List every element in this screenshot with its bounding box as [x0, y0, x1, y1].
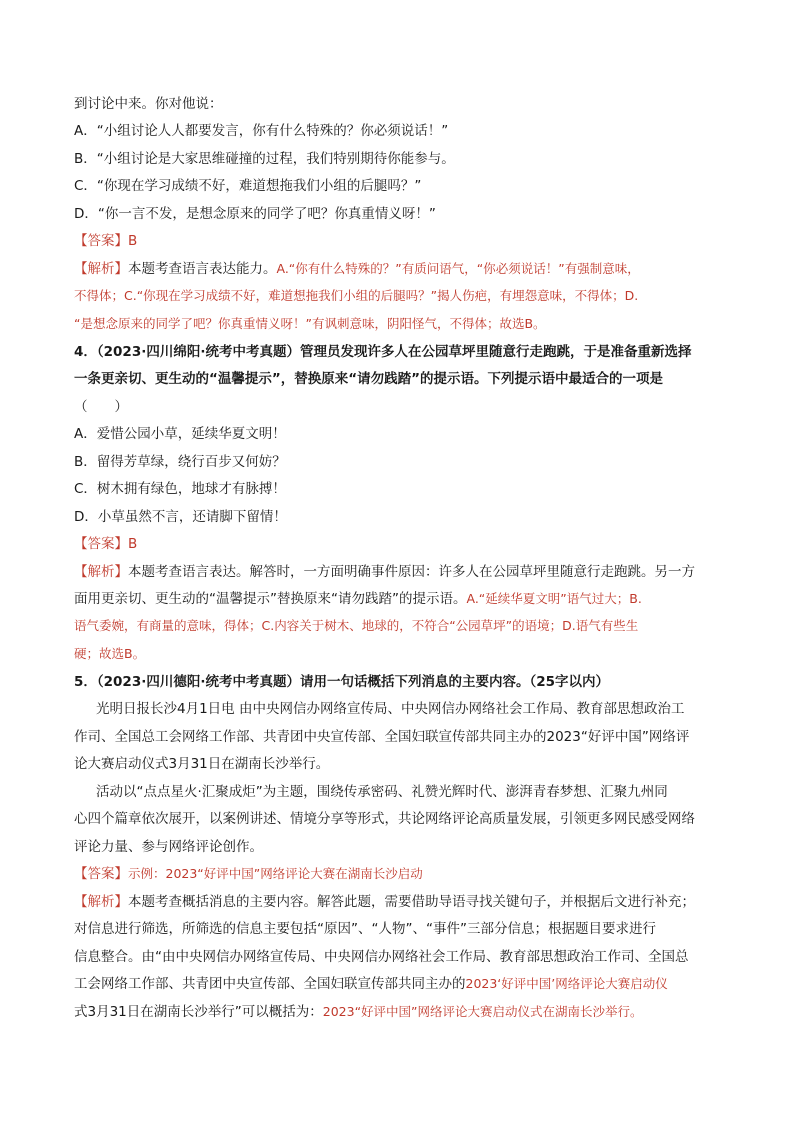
answer-value: B [128, 233, 138, 249]
explanation-line [74, 589, 642, 609]
explanation-text: 工会网络工作部、共青团中央宣传部、全国妇联宣传部共同主办的 [74, 976, 466, 992]
option-a: A．爱惜公园小草，延续华夏文明！ [74, 426, 286, 442]
answer-value: 示例：2023“好评中国”网络评论大赛在湖南长沙启动 [128, 866, 423, 881]
option-d: D．“你一言不发，是想念原来的同学了吧？你真重情义呀！” [74, 206, 436, 222]
explanation-tag: 【解析】 [74, 564, 128, 580]
answer-tag: 【答案】 [74, 536, 128, 552]
option-c: C．树木拥有绿色，地球才有脉搏！ [74, 481, 286, 497]
explanation-line [74, 562, 695, 582]
option-b: B．留得芳草绿，绕行百步又何妨？ [74, 454, 286, 470]
answer-value: B [128, 536, 138, 552]
explanation-text-red: 2023“好评中国”网络评论大赛启动仪式在湖南长沙举行。 [322, 1004, 643, 1019]
news-paragraph: 作司、全国总工会网络工作部、共青团中央宣传部、全国妇联宣传部共同主办的2023“好评中国”网络评 [74, 729, 690, 745]
news-paragraph: 心四个篇章依次展开，以案例讲述、情境分享等形式，共论网络评论高质量发展，引领更多网民感受网络 [74, 811, 695, 827]
explanation-tag: 【解析】 [74, 261, 128, 277]
explanation-tag: 【解析】 [74, 894, 128, 910]
explanation-text-red: 硬；故选B。 [74, 646, 146, 661]
answer-tag: 【答案】 [74, 233, 128, 249]
news-paragraph: 论大赛启动仪式3月31日在湖南长沙举行。 [74, 756, 330, 772]
news-paragraph: 活动以“点点星火·汇聚成炬”为主题，围绕传承密码、礼赞光辉时代、澎湃青春梦想、汇聚九州同 [96, 784, 668, 800]
option-a: A．“小组讨论人人都要发言，你有什么特殊的？你必须说话！” [74, 123, 449, 139]
explanation-text-red: “是想念原来的同学了吧？你真重情义呀！”有讽刺意味，阴阳怪气，不得体；故选B。 [74, 316, 546, 331]
explanation-line [74, 286, 638, 306]
answer-tag: 【答案】 [74, 866, 128, 882]
explanation-text-red: A.“延续华夏文明”语气过大；B. [466, 591, 642, 606]
explanation-line [74, 974, 668, 994]
explanation-line [74, 616, 638, 636]
explanation-text: 面用更亲切、更生动的“温馨提示”替换原来“请勿践踏”的提示语。 [74, 591, 467, 607]
explanation-line: 对信息进行筛选，所筛选的信息主要包括“原因”、“人物”、“事件”三部分信息；根据题目要求进行 [74, 921, 656, 937]
explanation-line [74, 1002, 643, 1022]
question-4-title: 4．（2023·四川绵阳·统考中考真题）管理员发现许多人在公园草坪里随意行走跑跳，于是准备重新选择 [74, 344, 692, 360]
explanation-text-red: 语气委婉，有商量的意味，得体；C.内容关于树木、地球的，不符合“公园草坪”的语境；D.语气有些生 [74, 618, 639, 633]
explanation-line [74, 644, 145, 664]
question-stem-continued: 到讨论中来。你对他说： [74, 96, 223, 112]
answer-line [74, 864, 423, 884]
explanation-text-red: A.“你有什么特殊的？”有质问语气，“你必须说话！”有强制意味， [276, 261, 640, 276]
question-4-title: 一条更亲切、更生动的“温馨提示”，替换原来“请勿践踏”的提示语。下列提示语中最适合的一项是 [74, 371, 663, 387]
explanation-line [74, 259, 640, 279]
explanation-line: 信息整合。由“由中央网信办网络宣传局、中央网信办网络社会工作局、教育部思想政治工作司、全国总 [74, 949, 689, 965]
explanation-text: 本题考查语言表达能力。 [128, 261, 277, 277]
explanation-line [74, 892, 695, 912]
explanation-text: 本题考查概括消息的主要内容。解答此题，需要借助导语寻找关键句子，并根据后文进行补充； [128, 894, 695, 910]
option-c: C．“你现在学习成绩不好，难道想拖我们小组的后腿吗？” [74, 178, 422, 194]
news-paragraph: 评论力量、参与网络评论创作。 [74, 839, 263, 855]
explanation-text: 式3月31日在湖南长沙举行”可以概括为： [74, 1004, 323, 1020]
answer-line [74, 231, 137, 251]
explanation-text-red: 不得体；C.“你现在学习成绩不好，难道想拖我们小组的后腿吗？”揭人伤疤，有埋怨意味，不得体；D. [74, 288, 639, 303]
explanation-text: 本题考查语言表达。解答时，一方面明确事件原因：许多人在公园草坪里随意行走跑跳。另一方 [128, 564, 695, 580]
answer-line [74, 534, 137, 554]
explanation-line [74, 314, 546, 334]
option-d: D．小草虽然不言，还请脚下留情！ [74, 509, 287, 525]
question-4-blank: （ ） [74, 399, 128, 415]
news-paragraph: 光明日报长沙4月1日电 由中央网信办网络宣传局、中央网信办网络社会工作局、教育部思想政治工 [96, 701, 685, 717]
option-b: B．“小组讨论是大家思维碰撞的过程，我们特别期待你能参与。 [74, 151, 455, 167]
question-5-title: 5．（2023·四川德阳·统考中考真题）请用一句话概括下列消息的主要内容。（25字以内） [74, 674, 610, 690]
explanation-text-red: 2023‘好评中国’网络评论大赛启动仪 [465, 976, 668, 991]
